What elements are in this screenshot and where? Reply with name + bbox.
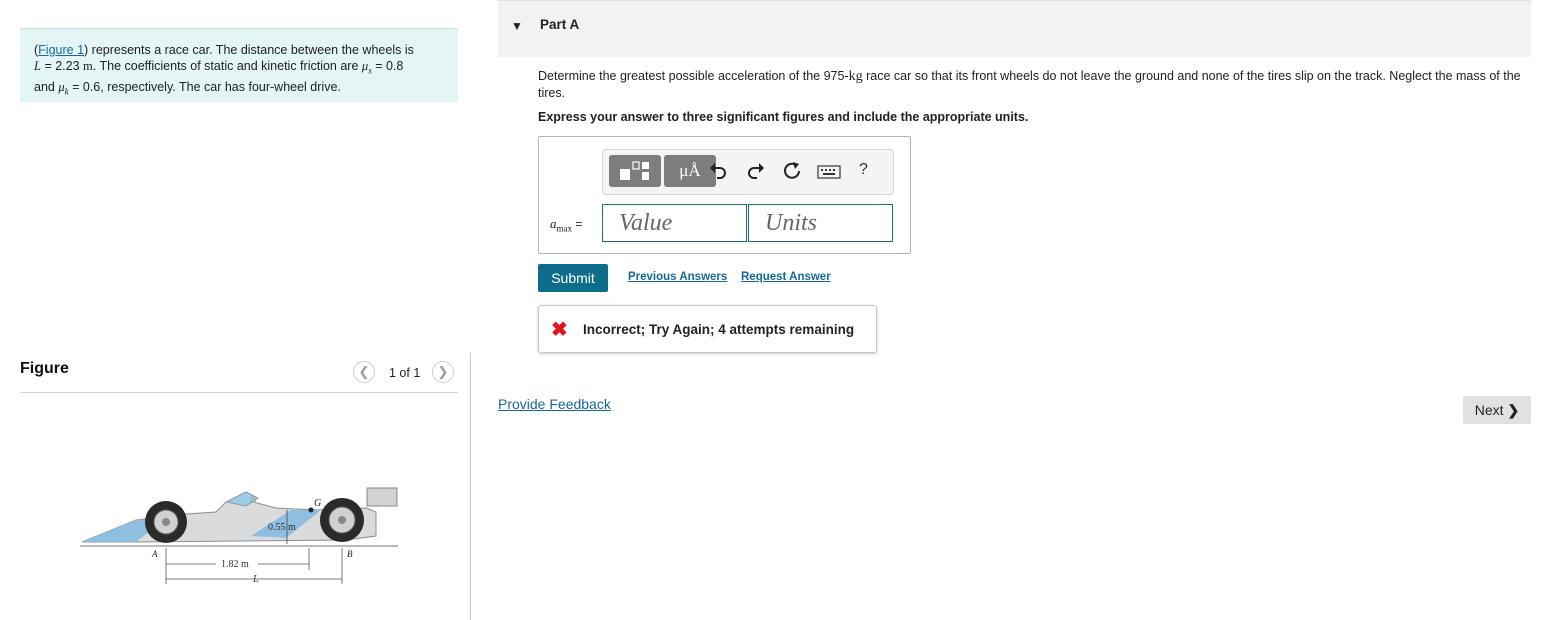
help-icon[interactable]: ? [859,161,868,178]
chevron-right-icon: ❯ [1507,402,1520,418]
reset-icon[interactable] [780,159,804,183]
unit-kg: kg [848,69,863,84]
answer-box [538,136,911,254]
units-input[interactable]: Units [748,204,893,242]
redo-icon[interactable] [744,159,768,183]
rear-wing [367,488,397,506]
undo-icon[interactable] [706,159,730,183]
figure-counter: 1 of 1 [389,366,421,380]
part-title: Part A [540,17,580,32]
G-label: G [314,498,322,509]
problem-text: . The coefficients of static and kinetic friction are [92,59,359,73]
next-button-label: Next [1474,402,1504,418]
distance-label: 1.82 m [221,559,249,570]
L-symbol: L [34,59,41,73]
problem-text: = 2.23 [44,59,80,73]
prev-figure-button[interactable] [353,361,375,383]
value-input[interactable]: Value [602,204,747,242]
x-icon: ✖ [551,319,568,341]
A-label: A [152,549,158,559]
next-figure-button[interactable] [432,361,454,383]
figure-header [20,356,458,393]
unit-m: m [83,59,93,73]
templates-button[interactable] [609,155,661,187]
mu-k-symbol: $\mu_k$ [58,79,69,96]
problem-text: = 0.8 [375,59,404,73]
column-divider [470,353,471,620]
keyboard-icon[interactable] [816,159,842,183]
feedback-message-box [538,305,877,353]
templates-icon [609,155,661,187]
problem-text: ) represents a race car. The distance between the wheels is [84,43,414,57]
request-answer-link[interactable]: Request Answer [741,271,831,283]
provide-feedback-link[interactable]: Provide Feedback [498,396,611,412]
math-toolbar [602,149,894,195]
L-label: L [253,574,259,585]
chevron-right-icon: ❯ [437,364,449,379]
units-button[interactable]: μÅ [664,155,716,187]
next-button[interactable] [1463,396,1531,424]
B-label: B [347,549,353,559]
race-car-figure [76,478,406,590]
center-of-gravity [309,508,314,513]
problem-text: and [34,79,55,94]
figure-title: Figure [20,360,69,377]
part-header[interactable] [498,0,1531,57]
problem-text: = 0.6, respectively. The car has four-wheel drive. [72,79,341,94]
instruction-text: Express your answer to three significant figures and include the appropriate units. [538,110,1029,124]
mu-s-symbol: $\mu_s$ [361,59,372,76]
answer-variable-label: $a_{max}$ = [550,216,583,234]
figure-link[interactable]: Figure 1 [38,43,85,57]
triangle-down-icon[interactable]: ▼ [511,19,523,33]
question-text: Determine the greatest possible acceleration of the 975-kg race car so that its front wheels do not leave the ground and none of the tires slip on the track. Neglect the mass of the tires. [538,69,1521,100]
car-number-label: 27 [250,497,258,504]
rear-wheel [320,498,364,542]
previous-answers-link[interactable]: Previous Answers [628,271,728,283]
chevron-left-icon: ❮ [358,364,370,379]
feedback-text: Incorrect; Try Again; 4 attempts remaining [583,322,855,337]
height-label: 0.55 m [268,522,296,533]
problem-statement: (Figure 1) represents a race car. The distance between the wheels is L = 2.23 m. The coefficients of static and kinetic friction are $\mu_s = 0.8$ and $\mu_k = 0.6$, respectively. The car has four-wheel drive. [20,28,458,102]
submit-button[interactable]: Submit [538,264,608,292]
front-wheel [145,501,187,543]
